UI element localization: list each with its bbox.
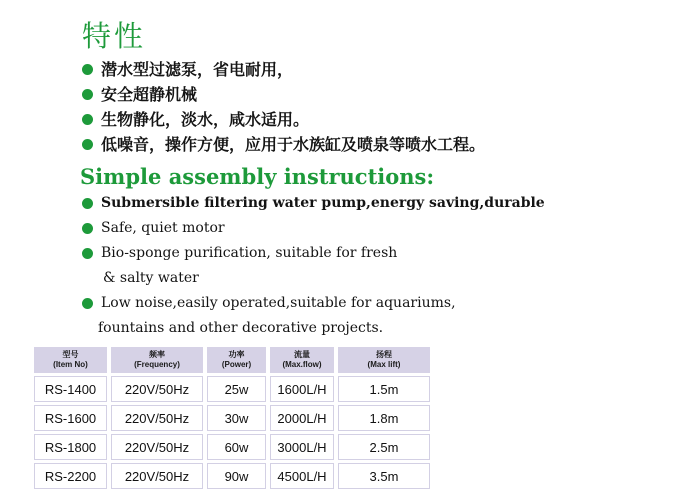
table-row — [34, 376, 430, 402]
feature-text: Bio-sponge purification, suitable for fresh — [101, 245, 398, 261]
bullet-icon — [82, 298, 93, 309]
list-item — [82, 82, 485, 107]
list-item — [82, 132, 485, 157]
cell-power: 25w — [207, 376, 266, 402]
bullet-icon — [82, 64, 93, 75]
cell-power: 60w — [207, 434, 266, 460]
cell-max-lift: 3.5m — [338, 463, 430, 489]
feature-text: 潜水型过滤泵，省电耐用， — [101, 60, 294, 79]
table-row — [34, 463, 430, 489]
cell-item-no: RS-1400 — [34, 376, 107, 402]
cell-item-no: RS-1600 — [34, 405, 107, 431]
english-instructions-title: Simple assembly instructions: — [80, 164, 435, 189]
chinese-features-title: 特性 — [82, 19, 147, 53]
feature-text: 安全超静机械 — [101, 85, 198, 104]
cell-item-no: RS-2200 — [34, 463, 107, 489]
cell-max-lift: 1.8m — [338, 405, 430, 431]
cell-max-lift: 1.5m — [338, 376, 430, 402]
feature-text: Submersible filtering water pump,energy saving,durable — [101, 195, 545, 211]
chinese-feature-list — [82, 57, 485, 157]
bullet-icon — [82, 223, 93, 234]
list-item — [82, 241, 545, 291]
cell-item-no: RS-1800 — [34, 434, 107, 460]
table-header-row — [34, 347, 430, 373]
header-power: 功率 (Power) — [207, 347, 266, 373]
bullet-icon — [82, 114, 93, 125]
feature-text-continuation: & salty water — [103, 270, 199, 286]
header-max-lift: 扬程 (Max lift) — [338, 347, 430, 373]
bullet-icon — [82, 248, 93, 259]
header-item-no: 型号 (Item No) — [34, 347, 107, 373]
cell-max-flow: 4500L/H — [270, 463, 334, 489]
bullet-icon — [82, 89, 93, 100]
feature-text: 生物静化，淡水，咸水适用。 — [101, 110, 310, 129]
list-item — [82, 191, 545, 216]
cell-max-lift: 2.5m — [338, 434, 430, 460]
list-item — [82, 216, 545, 241]
cell-power: 30w — [207, 405, 266, 431]
english-feature-list — [82, 191, 545, 341]
spec-table — [30, 344, 434, 492]
feature-text-continuation: fountains and other decorative projects. — [98, 320, 384, 336]
list-item — [82, 57, 485, 82]
table-row — [34, 405, 430, 431]
bullet-icon — [82, 198, 93, 209]
cell-frequency: 220V/50Hz — [111, 376, 203, 402]
feature-text: Low noise,easily operated,suitable for aquariums, — [101, 295, 456, 311]
list-item — [82, 107, 485, 132]
cell-max-flow: 2000L/H — [270, 405, 334, 431]
list-item — [82, 291, 545, 341]
header-max-flow: 流量 (Max.flow) — [270, 347, 334, 373]
table-row — [34, 434, 430, 460]
bullet-icon — [82, 139, 93, 150]
cell-max-flow: 1600L/H — [270, 376, 334, 402]
cell-frequency: 220V/50Hz — [111, 405, 203, 431]
cell-frequency: 220V/50Hz — [111, 463, 203, 489]
cell-frequency: 220V/50Hz — [111, 434, 203, 460]
feature-text: Safe, quiet motor — [101, 220, 225, 236]
feature-text: 低噪音，操作方便，应用于水族缸及喷泉等喷水工程。 — [101, 135, 486, 154]
cell-power: 90w — [207, 463, 266, 489]
cell-max-flow: 3000L/H — [270, 434, 334, 460]
header-frequency: 频率 (Frequency) — [111, 347, 203, 373]
